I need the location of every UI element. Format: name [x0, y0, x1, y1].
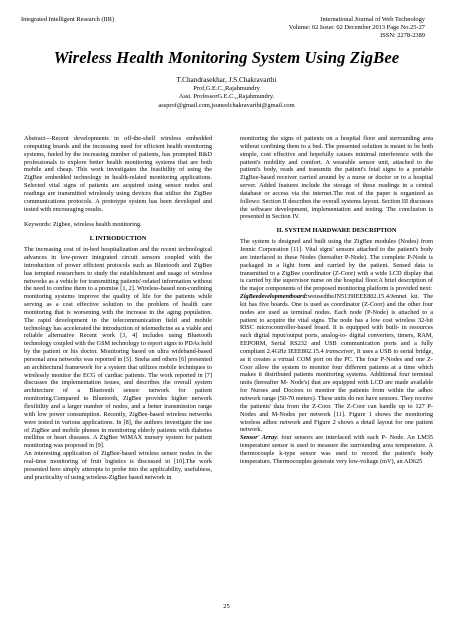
journal-info — [289, 16, 425, 41]
zigbee-board-text: weusedtheJN5139IEEE802.15.4/Jennet kit. The kit has five boards. One is used as coordinator (Z-Coor) and the other four nodes are used as terminal nodes. Each node (P-Node) is attached to a patient to acquire the vital signs. The node has a low cost wireless 32-bit RISC microcontroller-based board. It is equipped with built- in resources such digital input/output ports, analog-to- digital converters, timers, RAM, EEPORM, Serial RS232 and USB communication ports and a fully compliant 2.4GHz IEEE802.15.4 — [240, 293, 433, 355]
author-emails: assprof@gmail.com,jsuneelchakravarthi@gmail.com — [158, 101, 295, 109]
author-affiliation-1: Prof,G.E.C.,Rajahmundry — [193, 85, 260, 92]
paper-title: Wireless Health Monitoring System Using ZigBee — [53, 48, 400, 67]
journal-publisher: Integrated Intelligent Research (IIR) — [21, 16, 115, 23]
page-number: 25 — [223, 603, 230, 610]
sensor-array-text: : four sensors are interfaced with each P- Node. An LM35 temperature sensor is used to measure the surrounding area temperature. A thermocouple k-type sensor was used to record the patient's body temperature. Thermocouples generate very low-voltage (mV), an AD625 — [240, 434, 434, 465]
author-affiliation-2: Asst. ProfessorG.E.C.,,Rajahmundry. — [178, 93, 275, 101]
hardware-paragraph-1: The system is designed and built using the ZigBee modules (Nodes) from Jennic Corporation [11]. Vital signs' sensors attached to the patient's body are interfaced to these Nodes (hereafter P-Node). The complete P-Node is packaged in a light form and carried by the patient. Sensed data is transmitted to a ZigBee coordinator (Z-Coor) with a wide LCD display that is carried by the supervisor nurse on the hospital floor.A brief description of the major components of the proposed monitoring platform is provided next: — [240, 238, 433, 293]
intro-paragraph-1: The increasing cost of in-bed hospitalization and the recent technological advances in low-power integrated circuit sensors coupled with the introduction of power efficient protocols such as Bluetooth and ZigBee has tempted researchers to study the establishment and usage of wireless networks as a vehicle for transmitting patients'-related information without the need to confine them to a premise [1, 2]. Wireless-based non-confining monitoring systems improve the quality of life for the patients while serving as a cost effective solution to the problem of health care monitoring that is worsening with the increase in the aging population. The rapid development in the telecommunication field and mobile technology has accelerated the introduction of telemedicine as a viable and reliable alternative Recent work [3, 4] includes using Bluetooth technology coupled with the GSM technology to report signs to PDAs held by the patient or his doctor. Monitoring based on ultra wideband-based personal area networks was reported in [5]. Sneha and others [6] presented an architectural framework for a system that utilizes mobile techniques to wirelessly monitor the ECG of cardiac patients. The work reported in [7] discusses the implementation issues, and describes the overall system architecture of a Bluetooth sensor network for patient monitoring.Compared to Bluetooth, ZigBee provides higher network flexibility and a larger number of nodes, and a better transmission range with low power consumption. Recently, ZigBee-based wireless networks were tested in various applications. In [8], the authors investigate the use of ZigBee and mobile phones in monitoring elderly patients with diabetes mellitus or heart diseases. A ZigBee WiMAX nursery system for patient monitoring was proposed in [9]. — [24, 246, 213, 450]
author-names: T.Chandrasekhar, J.S.Chakravarthi — [176, 76, 277, 84]
intro-continuation: monitoring the signs of patients on a hospital floor and surrounding area without confining them to a bed. The presented solution is meant to be both simple, cost effective and hopefully causes minimal interference with the patient's mobility and comfort. A wearable sensor unit, attached to the patient's body, reads and transmits the patient's fetal signs to a portable ZigBee-based receiver carried around by a nurse or doctor or to a hospital server. Added features include the storage of these readings in a central database or access via the internet.The rest of the paper is organized as follows: Section II describes the overall systems layout. Section III discusses the software development, implementation and testing. The conclusion is presented in Section IV. — [240, 135, 433, 221]
author-block — [0, 76, 453, 110]
section-heading-hardware: II. SYSTEM HARDWARE DESCRIPTION — [276, 227, 397, 235]
journal-issn: ISSN: 2278-2389 — [380, 32, 425, 40]
abstract: Abstract—Recent developments in off-the-shelf wireless embedded computing boards and the increasing need for efficient health monitoring systems, fueled by the increasing number of patients, has prompted R&D professionals to explore better health monitoring systems that are both mobile and cheap. This work investigates the feasibility of using the ZigBee embedded technology in health-related monitoring applications. Selected vital signs of patients are acquired using sensor nodes and readings are transmitted wirelessly using devices that utilize the ZigBee communications protocols. A prototype system has been developed and tested with encouraging results. — [24, 135, 212, 213]
left-column — [24, 135, 212, 481]
keywords: Keywords: Zigbee, wireless health monitoring. — [24, 221, 142, 229]
zigbee-board-label: ZigBeedevelopmentboard: — [240, 293, 308, 301]
transceiver-term: transceiver — [325, 347, 354, 355]
sensor-array-label: Sensor' Array — [240, 434, 277, 442]
journal-name: International Journal of Web Technology — [320, 16, 425, 23]
journal-volume: Volume: 02 Issue: 02 December 2013 Page No.25-27 — [288, 24, 425, 32]
sensor-array-paragraph — [240, 434, 433, 465]
right-column — [240, 135, 433, 466]
zigbee-board-paragraph — [240, 293, 433, 434]
zigbee-board-text-2: , It uses a USB to serial bridge, as it creates a virtual COM port on the PC. The four P-Nodes and one Z-Coor allow the system to monitor four different patients at a time which makes it distributed patients monitoring systems. Additional four terminal units (hereafter M- Node's) that are equipped with LCD are made available for Nurses and Doctors to monitor the patients from within the adhoc network range (50-70 meters). These units do not have sensors. They receive the patients' data from the Z-Coor. The Z-Coor can handle up to 127 P-Nodes and M-Nodes per network [11]. Figure 1 shows the monitoring wireless adhoc network and Figure 2 shows a detail layout for one patient network. — [240, 347, 433, 434]
intro-paragraph-2: An interesting application of ZigBee-based wireless sensor nodes in the real-time monitoring of fruit logistics is discussed in [10].The work presented here simply attempts to probe into the applicability, usefulness, and practicality of using wireless-ZigBee based network in — [24, 450, 212, 481]
section-heading-introduction: I. INTRODUCTION — [89, 235, 147, 243]
